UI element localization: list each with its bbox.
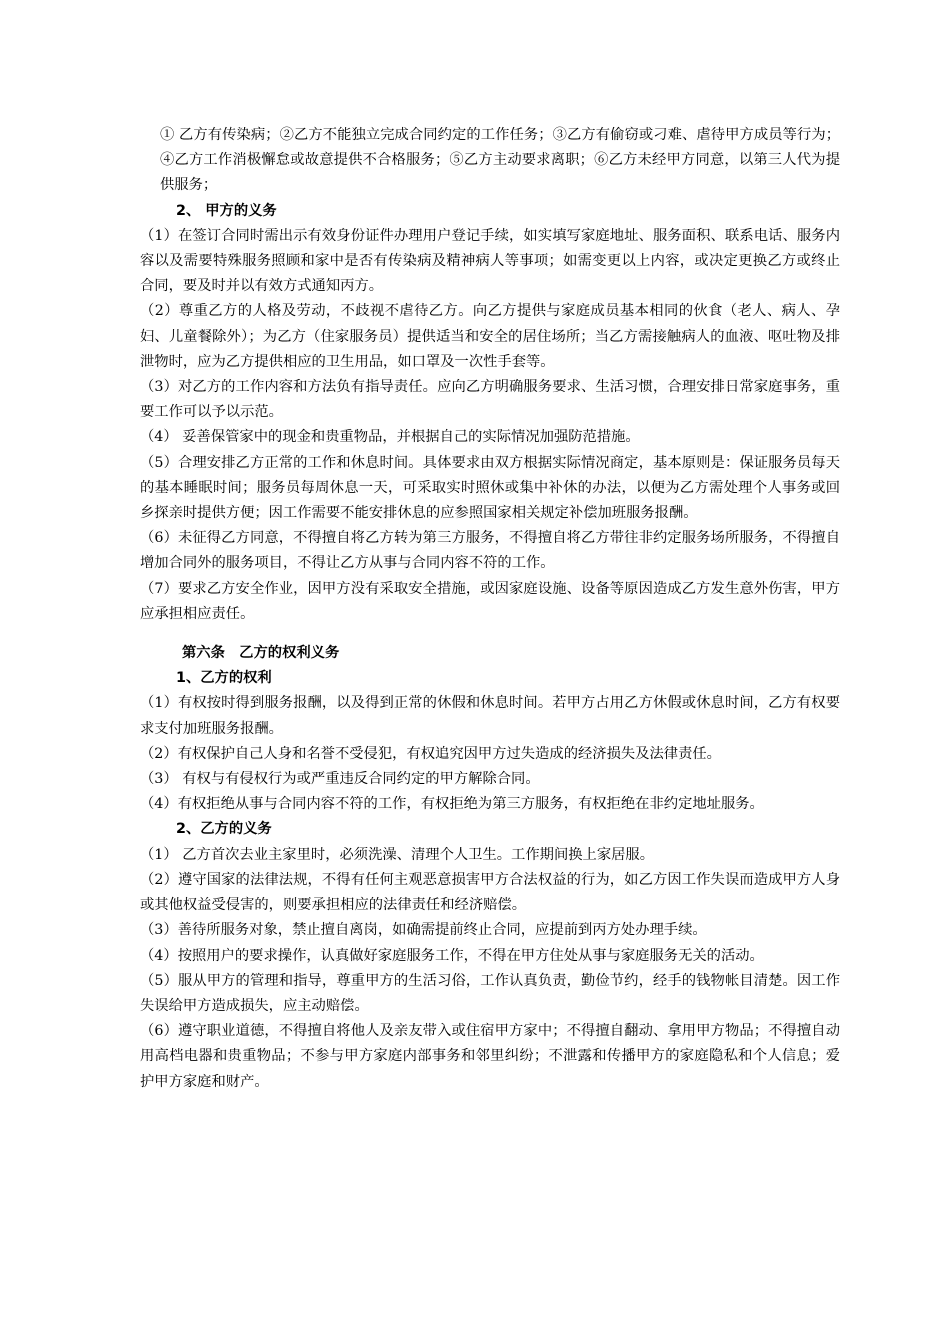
party-a-duty-6: （6）未征得乙方同意，不得擅自将乙方转为第三方服务，不得擅自将乙方带往非约定服务场所服务，不得擅自增加合同外的服务项目，不得让乙方从事与合同内容不符的工作。 [140,530,840,572]
party-b-right-3: （3） 有权与有侵权行为或严重违反合同约定的甲方解除合同。 [140,771,540,788]
party-b-duty-5: （5）服从甲方的管理和指导，尊重甲方的生活习俗，工作认真负责，勤俭节约，经手的钱物帐目清楚。因工作失误给甲方造成损失，应主动赔偿。 [140,972,840,1014]
party-b-duty-heading: 2、乙方的义务 [176,821,272,838]
party-b-right-4: （4）有权拒绝从事与合同内容不符的工作，有权拒绝为第三方服务，有权拒绝在非约定地址服务。 [140,796,764,813]
party-b-right-2: （2）有权保护自己人身和名誉不受侵犯，有权追究因甲方过失造成的经济损失及法律责任。 [140,745,721,762]
terminate-conditions-paragraph: ① 乙方有传染病；②乙方不能独立完成合同约定的工作任务；③乙方有偷窃或刁难、虐待甲方成员等行为；④乙方工作消极懈怠或故意提供不合格服务；⑤乙方主动要求离职；⑥乙方未经甲方同意，以第三人代为提供服务； [160,127,840,194]
party-a-duty-7: （7）要求乙方安全作业，因甲方没有采取安全措施，或因家庭设施、设备等原因造成乙方发生意外伤害，甲方应承担相应责任。 [140,580,840,622]
party-b-right-heading: 1、乙方的权利 [176,670,272,687]
party-b-duty-4: （4）按照用户的要求操作，认真做好家庭服务工作，不得在甲方住处从事与家庭服务无关的活动。 [140,947,764,964]
party-b-duty-1: （1） 乙方首次去业主家里时，必须洗澡、清理个人卫生。工作期间换上家居服。 [140,846,655,863]
party-b-right-1: （1）有权按时得到服务报酬，以及得到正常的休假和休息时间。若甲方占用乙方休假或休息时间，乙方有权要求支付加班服务报酬。 [140,695,840,737]
party-b-duty-6: （6）遵守职业道德，不得擅自将他人及亲友带入或住宿甲方家中；不得擅自翻动、拿用甲方物品；不得擅自动用高档电器和贵重物品；不参与甲方家庭内部事务和邻里纠纷；不泄露和传播甲方的家庭隐私和个人信息；爱护甲方家庭和财产。 [140,1023,840,1090]
party-a-duty-4: （4） 妥善保管家中的现金和贵重物品，并根据自己的实际情况加强防范措施。 [140,429,640,446]
article-6-title: 第六条 乙方的权利义务 [182,645,340,662]
party-b-duty-3: （3）善待所服务对象，禁止擅自离岗，如确需提前终止合同，应提前到丙方处办理手续。 [140,922,707,939]
party-a-duty-heading: 2、 甲方的义务 [176,202,277,219]
party-a-duty-5: （5）合理安排乙方正常的工作和休息时间。具体要求由双方根据实际情况商定，基本原则是：保证服务员每天的基本睡眠时间；服务员每周休息一天，可采取实时照休或集中补休的办法，以便为乙方需处理个人事务或回乡探亲时提供方便；因工作需要不能安排休息的应参照国家相关规定补偿加班服务报酬。 [140,454,840,522]
document-page [140,123,840,1095]
party-a-duty-1: （1）在签订合同时需出示有效身份证件办理用户登记手续，如实填写家庭地址、服务面积、联系电话、服务内容以及需要特殊服务照顾和家中是否有传染病及精神病人等事项；如需变更以上内容，或决定更换乙方或终止合同，要及时并以有效方式通知丙方。 [140,227,840,295]
party-b-duty-2: （2）遵守国家的法律法规，不得有任何主观恶意损害甲方合法权益的行为，如乙方因工作失误而造成甲方人身或其他权益受侵害的，则要承担相应的法律责任和经济赔偿。 [140,871,840,914]
party-a-duty-2: （2）尊重乙方的人格及劳动，不歧视不虐待乙方。向乙方提供与家庭成员基本相同的伙食（老人、病人、孕妇、儿童餐除外）；为乙方（住家服务员）提供适当和安全的居住场所；当乙方需接触病人的血液、呕吐物及排泄物时，应为乙方提供相应的卫生用品，如口罩及一次性手套等。 [140,303,840,370]
party-a-duty-3: （3）对乙方的工作内容和方法负有指导责任。应向乙方明确服务要求、生活习惯，合理安排日常家庭事务，重要工作可以予以示范。 [140,379,840,421]
